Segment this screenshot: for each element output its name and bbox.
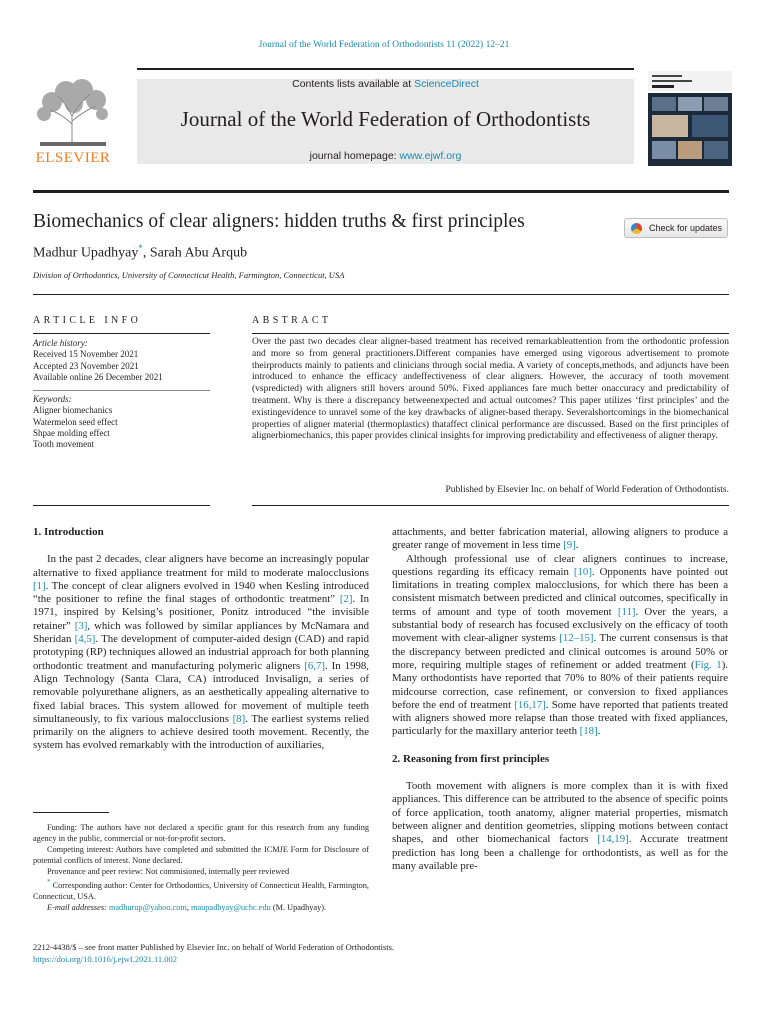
email-link[interactable]: madhurup@yahoo.com <box>108 902 187 912</box>
paragraph <box>392 553 728 739</box>
figure-link[interactable]: Fig. 1 <box>694 658 722 671</box>
history-item: Available online 26 December 2021 <box>33 371 163 382</box>
right-column <box>392 526 728 873</box>
header-top-rule <box>137 68 634 70</box>
citation-link[interactable]: [11] <box>617 605 636 618</box>
email-label: E-mail addresses: <box>47 902 109 912</box>
abstract-heading: ABSTRACT <box>252 315 332 326</box>
text: . Accurate treatment prediction has long been a challenge for orthodontists, as well as for the many available pre- <box>392 833 728 872</box>
info-top-rule <box>33 294 729 295</box>
citation-link[interactable]: [10] <box>573 565 592 578</box>
text: . In 1998, Align Technology (Santa Clara, CA) introduced Invisalign, a series of removable polyurethane aligners, as an aesthetically appealing alternative to fixed labial braces. This system allowed for movement of multiple teeth simultaneously, to fix various malocclusions <box>33 659 369 725</box>
competing-interest-note: Competing interest: Authors have completed and submitted the ICMJE Form for Disclosure of potential conflicts of interest. None declared. <box>33 845 369 865</box>
text: . The earliest systems relied primarily on the aligners to achieve desired tooth movement. Recently, the system has evolved remarkably with the introduction of auxiliaries, <box>33 712 370 752</box>
email-note <box>33 902 369 913</box>
footnotes <box>33 822 369 913</box>
author-list <box>33 243 247 262</box>
article-info-heading: ARTICLE INFO <box>33 315 142 326</box>
check-for-updates-label: Check for updates <box>649 223 723 233</box>
journal-homepage-line <box>137 150 634 162</box>
corresponding-mark: * <box>47 879 51 886</box>
article-history <box>33 338 210 383</box>
keywords-label: Keywords: <box>33 394 72 404</box>
citation-link[interactable]: [9] <box>563 539 576 552</box>
corresponding-author-mark[interactable]: * <box>138 243 143 253</box>
citation-link[interactable]: [6,7] <box>304 659 325 672</box>
keyword: Aligner biomechanics <box>33 405 113 416</box>
abstract-rule <box>252 333 729 334</box>
contents-list-line <box>137 78 634 90</box>
text: . In 1971, inspired by Kelsing’s positioner, Ponitz introduced “the invisible retainer” <box>33 593 369 632</box>
keyword: Watermelon seed effect <box>33 416 118 427</box>
keywords <box>33 394 210 450</box>
journal-cover-image[interactable] <box>648 71 732 166</box>
paragraph <box>392 526 728 553</box>
text: In the past 2 decades, clear aligners have become an increasingly popular alternative to fixed appliance treatment for mild to moderate malocclusions <box>33 553 369 579</box>
issn-line: 2212-4438/$ – see front matter Published by Elsevier Inc. on behalf of World Federation of Orthodontists. <box>33 942 395 952</box>
text: Corresponding author: Center for Orthodontics, University of Connecticut Health, Farmington, Connecticut, USA. <box>33 880 369 901</box>
text: . The current consensus is that the discrepancy between predicted and clinical outcomes is around 50% or more, requiring multiple stages of refinement or added treatment ( <box>392 632 728 671</box>
citation-link[interactable]: [4,5] <box>74 633 96 646</box>
text: . <box>575 539 579 552</box>
section-heading: 2. Reasoning from first principles <box>392 752 550 765</box>
text: Although professional use of clear aligners continues to increase, questions regarding its efficacy remain <box>392 552 728 578</box>
text: . The concept of clear aligners evolved in 1940 when Kesling introduced “the positioner to refine the final stages of orthodontic treatment” <box>33 579 369 606</box>
history-label: Article history: <box>33 338 88 348</box>
text: . <box>597 725 601 738</box>
info-bottom-rule <box>33 505 210 506</box>
text: . The development of computer-aided design (CAD) and rapid prototyping (RP) techniques allowed an industrial approach for both planning orthodontic treatment and manufacturing polymeric aligners <box>33 633 369 672</box>
affiliation: Division of Orthodontics, University of Connecticut Health, Farmington, Connecticut, USA <box>33 270 345 280</box>
contents-prefix: Contents lists available at <box>292 78 415 90</box>
article-title: Biomechanics of clear aligners: hidden truths & first principles <box>33 211 525 232</box>
provenance-note: Provenance and peer review: Not commisioned, internally peer reviewed <box>47 867 290 876</box>
homepage-prefix: journal homepage: <box>309 150 400 162</box>
elsevier-wordmark: ELSEVIER <box>35 150 111 166</box>
history-item: Received 15 November 2021 <box>33 349 139 360</box>
corresponding-note <box>33 877 369 902</box>
abstract-bottom-rule <box>252 505 729 506</box>
text: (M. Upadhyay). <box>270 902 327 912</box>
author-name: Madhur Upadhyay <box>33 245 139 261</box>
doi-link[interactable]: https://doi.org/10.1016/j.ejwf.2021.11.002 <box>33 954 178 964</box>
text: . Some have reported that patients treated with aligners showed more relapse than those treated with fixed appliances, particularly for the maxillary anterior teeth <box>392 698 729 738</box>
text: , <box>186 902 191 912</box>
header-bottom-rule <box>33 190 729 193</box>
citation-link[interactable]: [18] <box>579 725 598 738</box>
citation-link[interactable]: [2] <box>339 593 353 606</box>
author-name: , Sarah Abu Arqub <box>142 245 248 261</box>
homepage-link[interactable]: www.ejwf.org <box>399 150 462 162</box>
abstract-text: Over the past two decades clear aligner-based treatment has received remarkableattention from the orthodontic profession and more so from general practitioners.Different companies have emerged using vigorous advertisement to promote theirproducts mainly to patients and clinicians through social media. A variety of concepts,methods, and adjuncts have been introduced to enhance the efficacy andeffectiveness of clear aligners. However, the accuracy of tooth movement (vspredicted) with aligners still hovers around 50%. Fixed appliances fare much better onaccuracy and predictability of treatment. Why is there a discrepancy betweenexpected and actual outcomes? This paper utilizes ‘first principles’ and the existingevidence to unravel some of the key drawbacks of aligner-based therapy. Severalshortcomings in the biomechanical properties of aligner material (thermoplastics) thataffect clinical performance are discussed. Based on the first principles of alignerbiomechanics, this paper provides clinical insights for improving predictability and effectiveness of aligner therapy. <box>252 337 729 442</box>
journal-reference-link[interactable]: Journal of the World Federation of Orthodontists 11 (2022) 12–21 <box>258 40 510 50</box>
article-info-rule <box>33 333 210 334</box>
footnote-rule <box>33 812 109 813</box>
citation-link[interactable]: [16,17] <box>514 698 546 711</box>
journal-title: Journal of the World Federation of Orthodontists <box>180 107 591 131</box>
funding-note: Funding: The authors have not declared a specific grant for this research from any funding agency in the public, commercial or not-for-profit sectors. <box>33 823 369 843</box>
citation-link[interactable]: [1] <box>33 579 46 592</box>
text: . Over the years, a substantial body of research has focused exclusively on the efficacy of tooth movement with clear-aligner systems <box>392 605 728 645</box>
history-item: Accepted 23 November 2021 <box>33 360 139 371</box>
published-by: Published by Elsevier Inc. on behalf of World Federation of Orthodontists. <box>445 485 729 495</box>
keyword: Tooth movement <box>33 439 95 450</box>
paragraph <box>392 780 728 873</box>
citation-link[interactable]: [3] <box>74 619 88 632</box>
citation-link[interactable]: [12–15] <box>559 632 594 645</box>
section-heading: 1. Introduction <box>33 526 104 538</box>
citation-link[interactable]: [14,19] <box>597 833 629 846</box>
paragraph <box>33 553 369 752</box>
check-for-updates-button[interactable] <box>624 218 728 238</box>
text: Tooth movement with aligners is more complex than it is with fixed appliances. This difference can be attributed to the absence of specific points of force application, tooth anatomy, aligner material properties, mismatch between aligner and dentition geometries, slipping motions between contact shapes, and other biomechanical factors <box>392 780 728 846</box>
keywords-rule <box>33 390 210 391</box>
text: , which was followed by similar appliances by McNamara and Sheridan <box>33 619 370 646</box>
crossmark-icon <box>631 223 642 234</box>
keyword: Shpae molding effect <box>33 427 110 438</box>
citation-link[interactable]: [8] <box>232 712 246 725</box>
text: ). Many orthodontists have reported that 70% to 80% of their patients require midcourse correction, case refinement, or conversion to fixed appliances before the end of treatment <box>392 658 728 711</box>
sciencedirect-link[interactable]: ScienceDirect <box>414 78 479 90</box>
text: attachments, and better fabrication material, allowing aligners to produce a greater range of movement in less time <box>392 526 728 552</box>
email-link[interactable]: maupadhyay@uchc.edu <box>191 902 271 912</box>
left-column <box>33 526 369 753</box>
text: . Opponents have pointed out limitations in treating complex malocclusions, for which there has been a consistent mismatch between predicted and clinical outcomes, specifically in terms of amount and type of tooth movement <box>392 565 728 618</box>
